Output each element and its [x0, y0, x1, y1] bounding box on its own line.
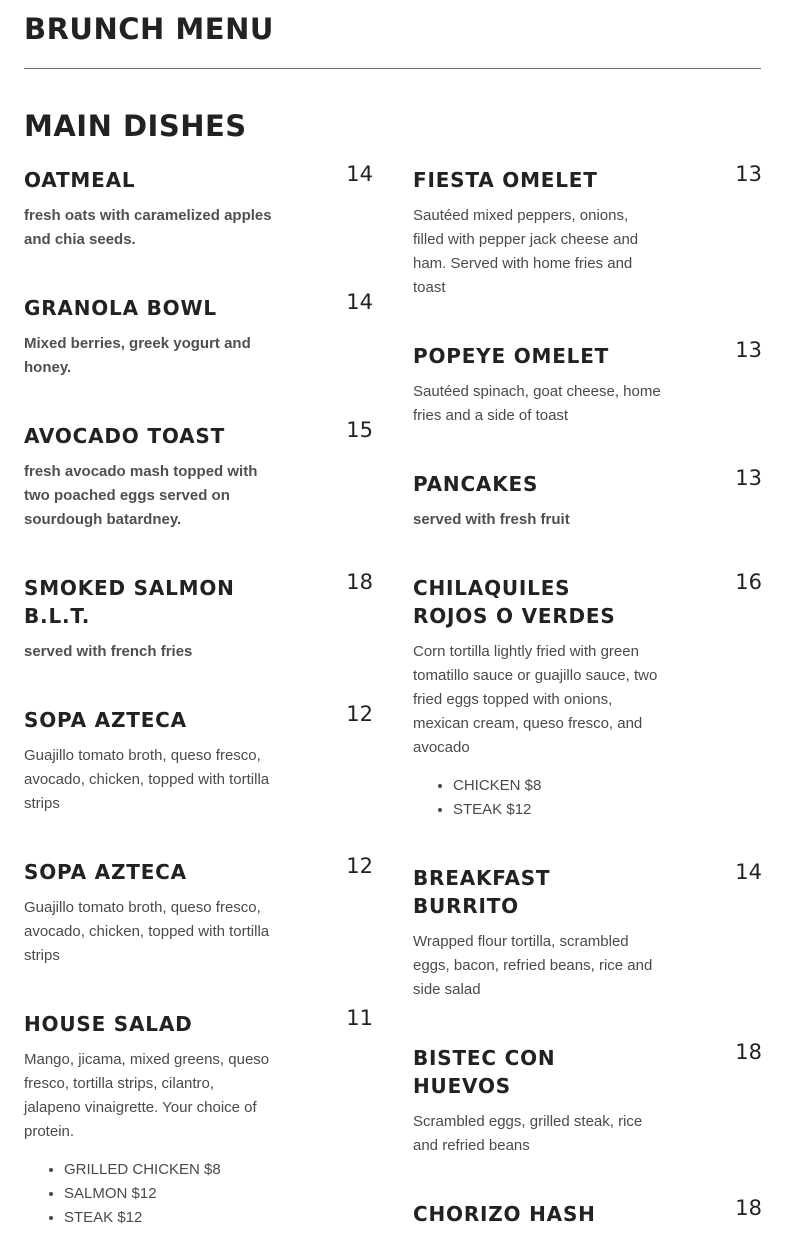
menu-item-price: 14 [735, 860, 762, 884]
menu-item-description: Guajillo tomato broth, queso fresco, avocado, chicken, topped with tortilla strips [24, 747, 270, 812]
menu-item-name: SOPA AZTECA [24, 860, 187, 884]
menu-item-description: Corn tortilla lightly fried with green tomatillo sauce or guajillo sauce, two fried eggs topped with onions, mexican cream, queso fresco, and avocado [413, 643, 658, 756]
menu-item-price: 18 [735, 1040, 762, 1064]
menu-item [413, 466, 762, 532]
menu-item [413, 1196, 762, 1228]
menu-item-name: AVOCADO TOAST [24, 424, 226, 448]
menu-item-name: POPEYE OMELET [413, 344, 610, 368]
menu-item-price: 13 [735, 466, 762, 490]
menu-item-name: FIESTA OMELET [413, 168, 598, 192]
protein-addon: • STEAK $12 [64, 1206, 373, 1230]
menu-item-header [413, 466, 762, 498]
menu-item-name: CHORIZO HASH [413, 1202, 596, 1226]
menu-item-name: GRANOLA BOWL [24, 296, 217, 320]
protein-addon: • GRILLED CHICKEN $8 [64, 1158, 373, 1182]
menu-item-header [413, 338, 762, 370]
menu-item-price: 12 [346, 854, 373, 878]
menu-item [24, 570, 373, 664]
protein-addon: • SALMON $12 [64, 1182, 373, 1206]
menu-item [413, 162, 762, 300]
menu-item-description: Sautéed spinach, goat cheese, home fries and a side of toast [413, 383, 661, 424]
menu-item [24, 1006, 373, 1230]
menu-item-price: 12 [346, 702, 373, 726]
menu-item-header [413, 1196, 762, 1228]
menu-item-description: Sautéed mixed peppers, onions, filled with pepper jack cheese and ham. Served with home fries and toast [413, 207, 639, 296]
menu-item-name: HOUSE SALAD [24, 1012, 193, 1036]
protein-addons-list [413, 774, 762, 822]
menu-item-description: Guajillo tomato broth, queso fresco, avocado, chicken, topped with tortilla strips [24, 899, 270, 964]
menu-item-name: SMOKED SALMON B.L.T. [24, 576, 235, 628]
menu-item-description: Mixed berries, greek yogurt and honey. [24, 335, 251, 376]
menu-item-description: Wrapped flour tortilla, scrambled eggs, bacon, refried beans, rice and side salad [413, 933, 653, 998]
menu-item-description: Scrambled eggs, grilled steak, rice and refried beans [413, 1113, 643, 1154]
menu-item-price: 14 [346, 290, 373, 314]
protein-addons-list [24, 1158, 373, 1230]
menu-column-left [24, 162, 373, 1230]
menu-item-header [24, 570, 373, 630]
menu-item [24, 290, 373, 380]
menu-item [24, 702, 373, 816]
menu-item-name: BISTEC CON HUEVOS [413, 1046, 556, 1098]
menu-item-description: served with fresh fruit [413, 511, 570, 528]
menu-item-header [24, 1006, 373, 1038]
menu-item-price: 13 [735, 338, 762, 362]
protein-addon: • CHICKEN $8 [453, 774, 762, 798]
menu-item-header [24, 290, 373, 322]
menu-item-price: 18 [735, 1196, 762, 1220]
menu-item-header [24, 162, 373, 194]
menu-item-header [413, 162, 762, 194]
menu-item-description: fresh oats with caramelized apples and chia seeds. [24, 207, 272, 248]
menu-item-name: SOPA AZTECA [24, 708, 187, 732]
menu-item-header [413, 570, 762, 630]
menu-item [413, 860, 762, 1002]
menu-item-header [24, 702, 373, 734]
menu-item-header [413, 1040, 762, 1100]
protein-addon: • STEAK $12 [453, 798, 762, 822]
menu-item-description: Mango, jicama, mixed greens, queso fresco, tortilla strips, cilantro, jalapeno vinaigrette. Your choice of protein. [24, 1051, 270, 1140]
menu-item [24, 854, 373, 968]
menu-item-price: 13 [735, 162, 762, 186]
page-title: BRUNCH MENU [24, 12, 274, 46]
menu-item [24, 418, 373, 532]
menu-item-price: 18 [346, 570, 373, 594]
menu-item-name: OATMEAL [24, 168, 136, 192]
menu-item-price: 16 [735, 570, 762, 594]
menu-item-price: 14 [346, 162, 373, 186]
menu-item-name: BREAKFAST BURRITO [413, 866, 551, 918]
menu-item [413, 1040, 762, 1158]
title-divider [24, 68, 761, 69]
menu-item-header [413, 860, 762, 920]
menu-item-description: fresh avocado mash topped with two poached eggs served on sourdough batardney. [24, 463, 258, 528]
menu-item-header [24, 854, 373, 886]
menu-item-name: CHILAQUILES ROJOS O VERDES [413, 576, 616, 628]
menu-item [24, 162, 373, 252]
menu-item-header [24, 418, 373, 450]
menu-item [413, 338, 762, 428]
menu-item [413, 570, 762, 822]
menu-item-description: served with french fries [24, 643, 193, 660]
section-title: MAIN DISHES [24, 109, 247, 143]
menu-column-right [413, 162, 762, 1228]
menu-item-price: 11 [346, 1006, 373, 1030]
menu-item-price: 15 [346, 418, 373, 442]
menu-item-name: PANCAKES [413, 472, 539, 496]
